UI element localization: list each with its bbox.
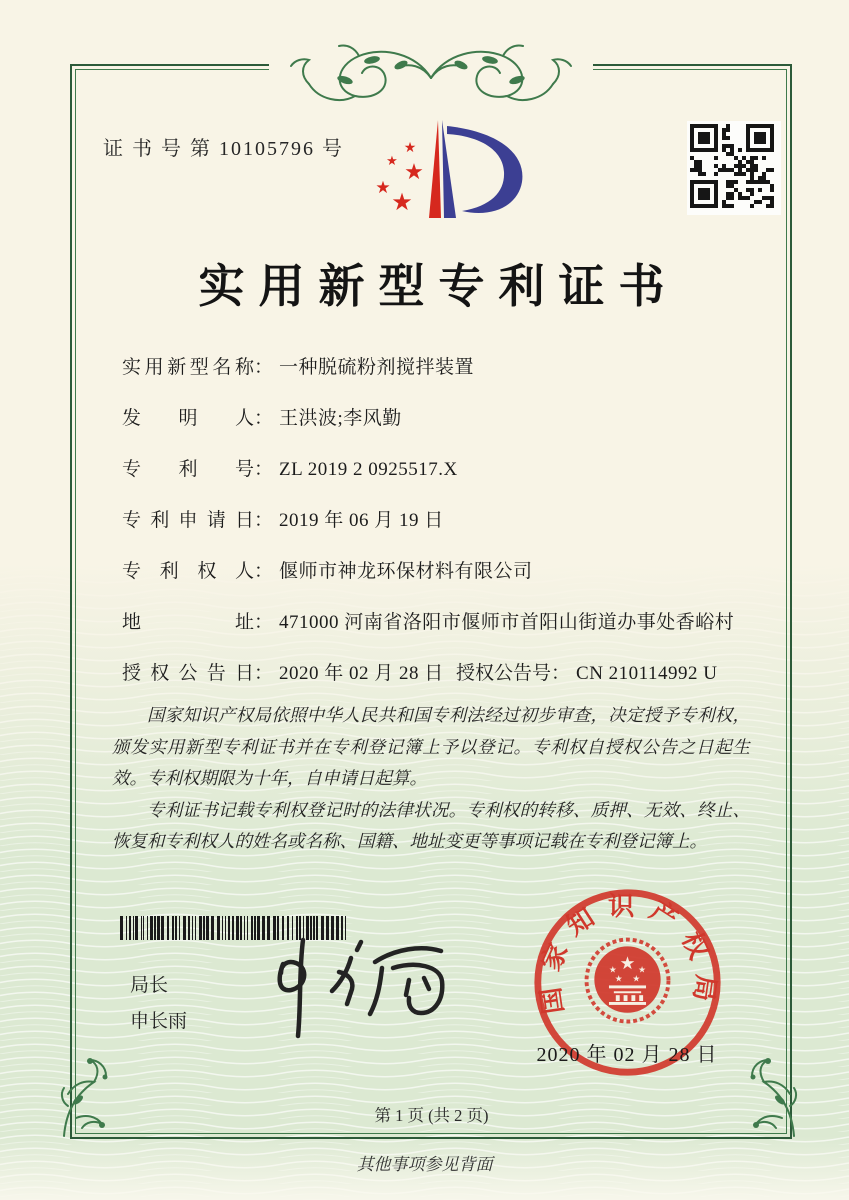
seal-emblem xyxy=(587,940,669,1022)
commissioner-title: 局长 xyxy=(130,975,169,996)
grant-row: 授权公告日： 2020 年 02 月 28 日 授权公告号： CN 210114992 U xyxy=(122,658,742,709)
legal-paragraph-2: 专利证书记载专利权登记时的法律状况。专利权的转移、质押、无效、终止、恢复和专利权人的姓名或名称、国籍、地址变更等事项记载在专利登记簿上。 xyxy=(112,799,750,851)
signature-handwriting xyxy=(243,928,463,1046)
svg-text:★: ★ xyxy=(375,178,391,198)
seal-text: 国家知识产权局 xyxy=(534,891,721,1016)
svg-text:★: ★ xyxy=(614,974,623,985)
cnipa-logo xyxy=(352,104,552,244)
field-label: 专利权人 xyxy=(122,561,254,582)
field-list xyxy=(122,352,742,709)
svg-text:★: ★ xyxy=(619,953,636,974)
field-value: 偃师市神龙环保材料有限公司 xyxy=(279,561,533,582)
back-side-note: 其他事项参见背面 xyxy=(356,1155,493,1174)
grant-number: 授权公告号： CN 210114992 U xyxy=(456,658,717,685)
field-row: 实用新型名称： 一种脱硫粉剂搅拌装置 xyxy=(122,352,742,403)
legal-paragraph-1: 国家知识产权局依照中华人民共和国专利法经过初步审查，决定授予专利权，颁发实用新型专利证书并在专利登记簿上予以登记。专利权自授权公告之日起生效。专利权期限为十年，自申请日起算。 xyxy=(112,705,750,788)
page-number: 第 1 页 (共 2 页) xyxy=(374,1106,489,1125)
commissioner-name: 申长雨 xyxy=(130,1011,188,1032)
field-row: 专利号： ZL 2019 2 0925517.X xyxy=(122,454,742,505)
field-value: 王洪波;李风勤 xyxy=(279,408,402,429)
svg-text:★: ★ xyxy=(608,965,617,976)
field-row: 专利权人： 偃师市神龙环保材料有限公司 xyxy=(122,556,742,607)
svg-text:★: ★ xyxy=(404,160,424,185)
grant-number-label: 授权公告号 xyxy=(456,663,552,684)
grant-number-value: CN 210114992 U xyxy=(576,663,718,684)
logo-p-mark xyxy=(429,120,522,218)
svg-text:★: ★ xyxy=(632,974,641,985)
svg-text:★: ★ xyxy=(386,154,398,169)
logo-stars xyxy=(375,140,423,216)
corner-ornament-left xyxy=(56,1056,118,1140)
svg-text:★: ★ xyxy=(638,965,647,976)
grant-date-value: 2020 年 02 月 28 日 xyxy=(279,663,444,684)
field-label: 地址 xyxy=(122,612,254,633)
corner-ornament-right xyxy=(740,1056,802,1140)
grant-date-label: 授权公告日 xyxy=(122,663,254,684)
svg-text:★: ★ xyxy=(391,188,413,216)
field-value: 2019 年 06 月 19 日 xyxy=(279,510,444,531)
top-border-ornament xyxy=(251,38,611,113)
certificate-number: 证 书 号 第 10105796 号 xyxy=(103,138,344,160)
svg-text:★: ★ xyxy=(403,140,417,156)
field-label: 发明人 xyxy=(122,408,254,429)
field-row: 发明人： 王洪波;李风勤 xyxy=(122,403,742,454)
certificate-title: 实用新型专利证书 xyxy=(198,261,679,312)
field-label: 专利号 xyxy=(122,459,254,480)
field-label: 实用新型名称 xyxy=(122,357,254,378)
field-label: 专利申请日 xyxy=(122,510,254,531)
field-value: 471000 河南省洛阳市偃师市首阳山街道办事处香峪村 xyxy=(279,612,735,633)
commissioner-block xyxy=(130,968,187,1040)
field-row: 专利申请日： 2019 年 06 月 19 日 xyxy=(122,505,742,556)
field-row: 地址： 471000 河南省洛阳市偃师市首阳山街道办事处香峪村 xyxy=(122,607,742,658)
qr-code xyxy=(687,121,781,215)
legal-text xyxy=(112,700,750,858)
field-value: ZL 2019 2 0925517.X xyxy=(279,459,458,480)
field-value: 一种脱硫粉剂搅拌装置 xyxy=(279,357,475,378)
seal-date: 2020 年 02 月 28 日 xyxy=(536,1044,718,1066)
